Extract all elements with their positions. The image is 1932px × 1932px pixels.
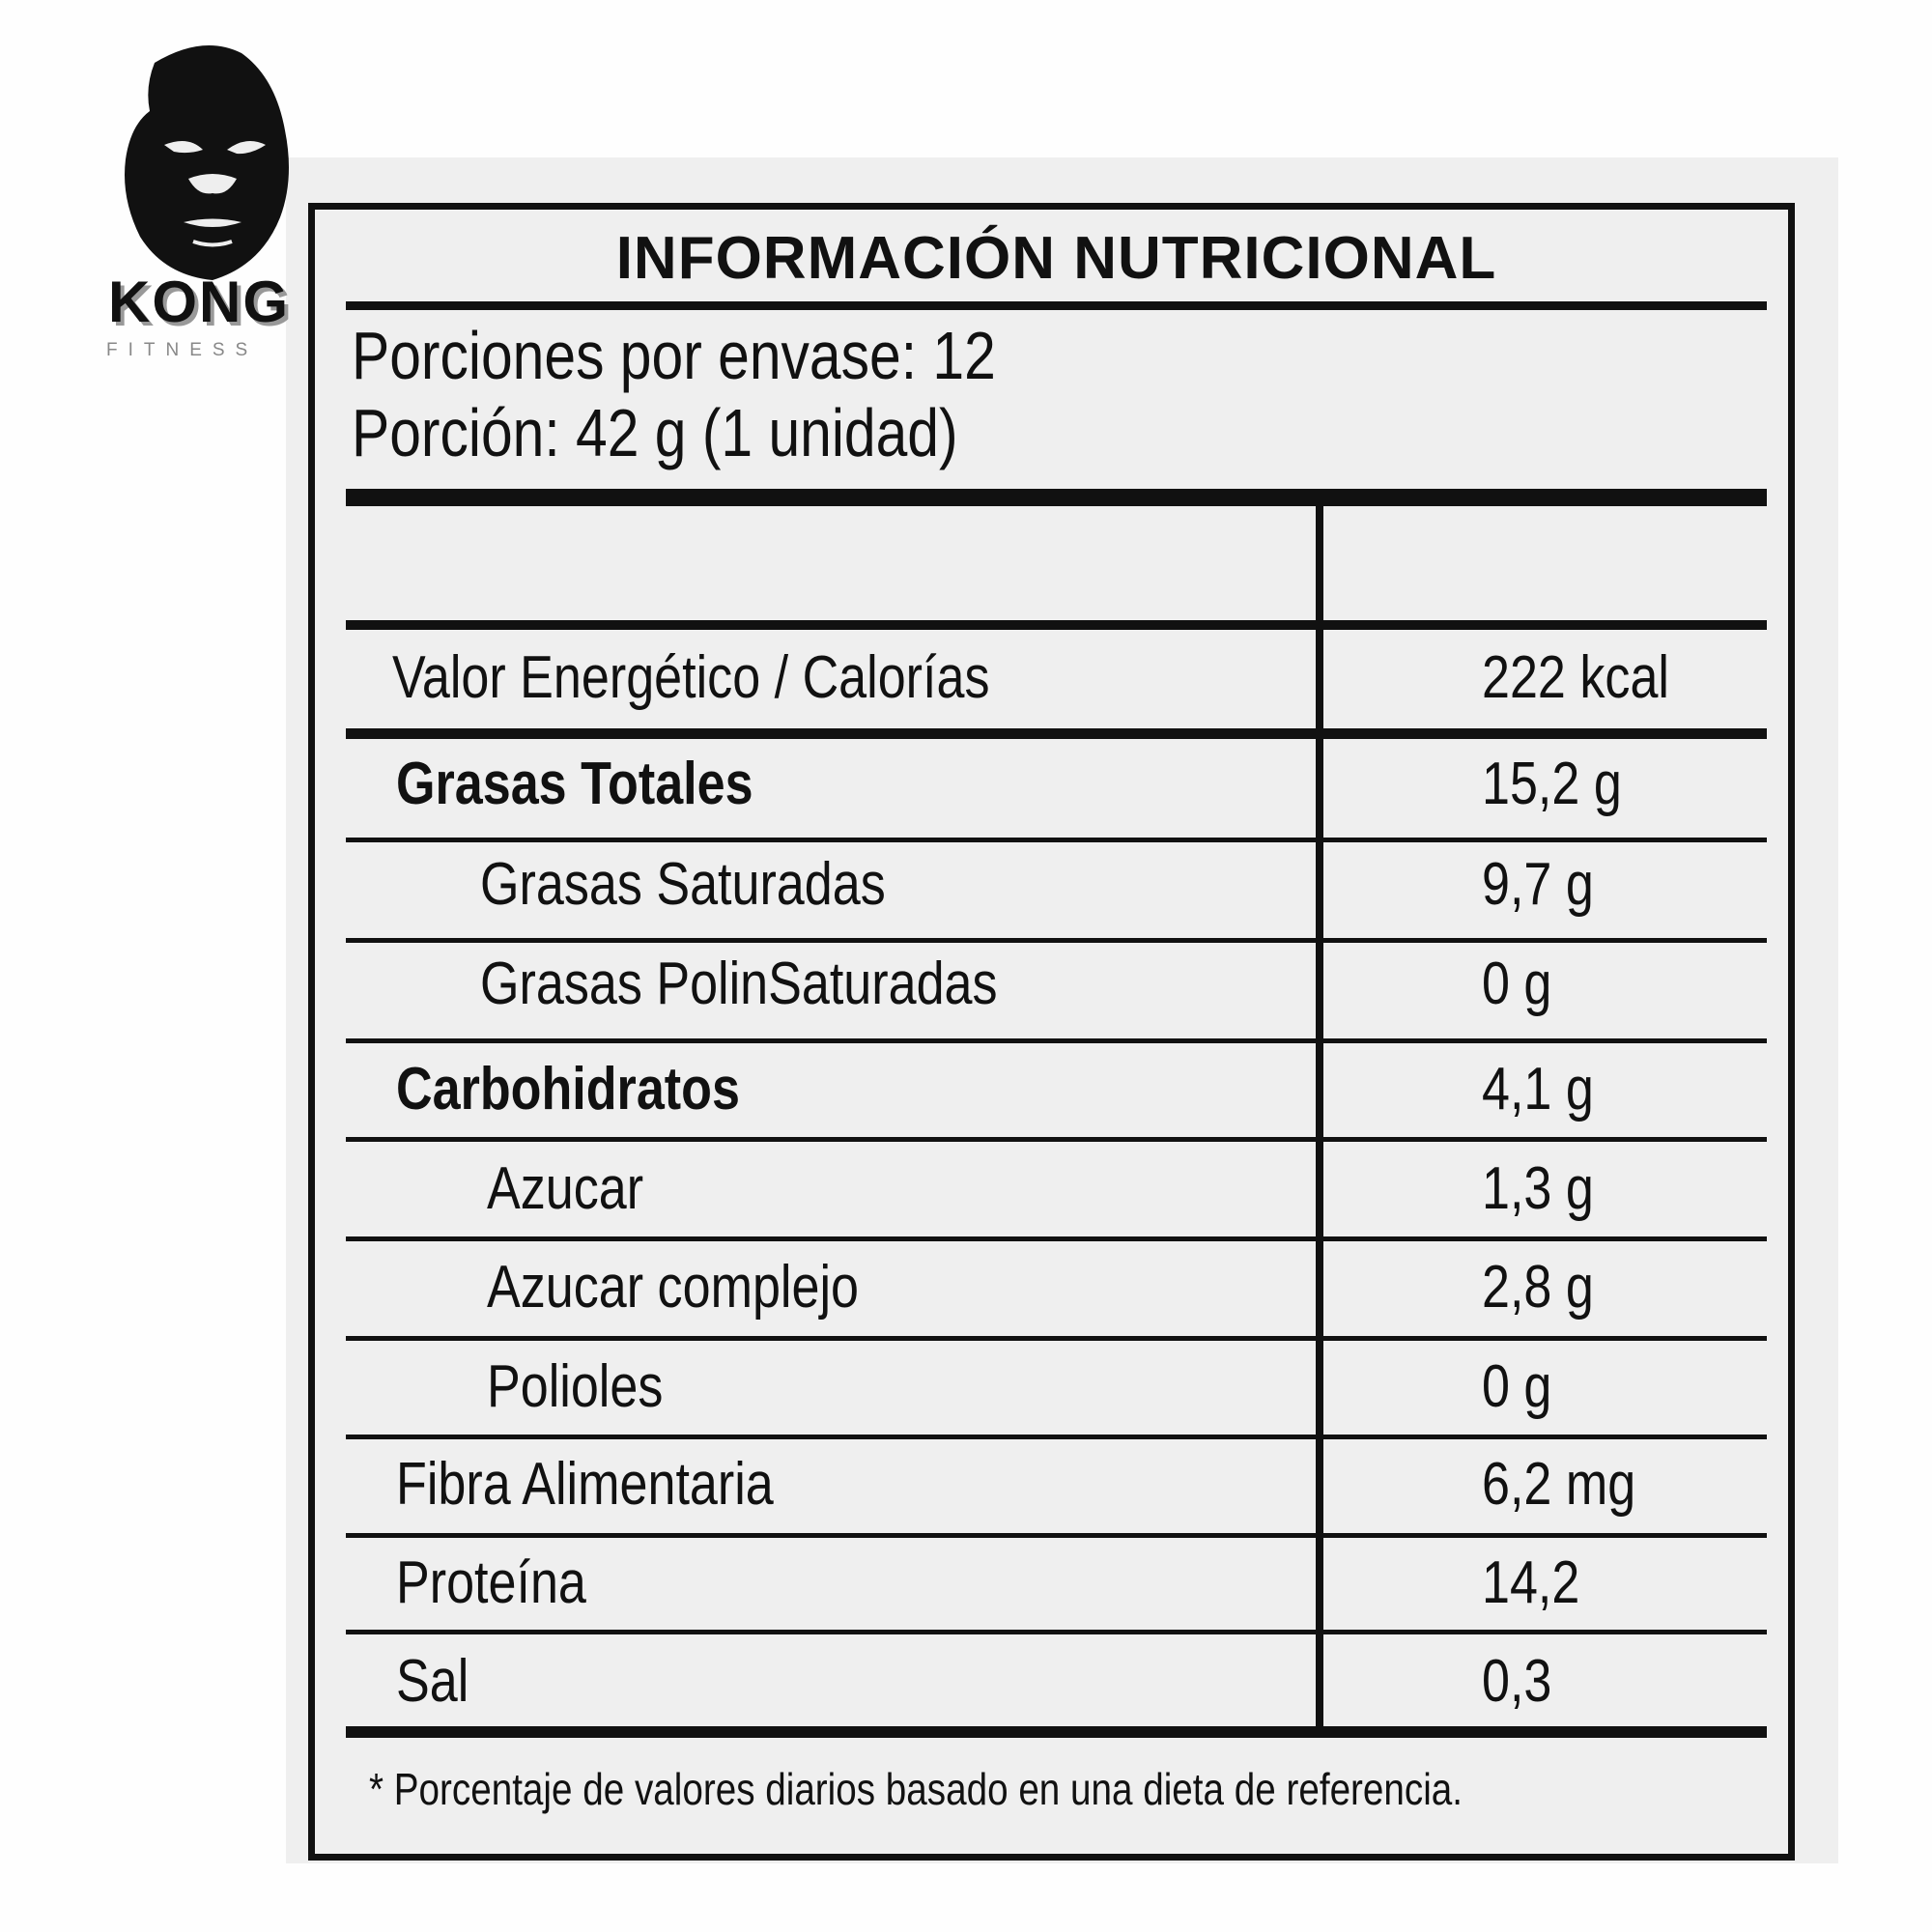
row-value-fiber: 6,2 mg <box>1482 1451 1636 1518</box>
divider <box>346 1336 1767 1341</box>
serving-size: Porción: 42 g (1 unidad) <box>352 395 958 470</box>
row-value-salt: 0,3 <box>1482 1648 1552 1715</box>
row-value-protein: 14,2 <box>1482 1549 1580 1616</box>
row-value-energy: 222 kcal <box>1482 644 1669 711</box>
row-value-polyunsaturated-fat: 0 g <box>1482 951 1552 1017</box>
row-value-polyols: 0 g <box>1482 1353 1552 1420</box>
row-value-complex-sugar: 2,8 g <box>1482 1254 1594 1321</box>
divider <box>346 1630 1767 1634</box>
row-value-total-fat: 15,2 g <box>1482 751 1622 817</box>
row-value-saturated-fat: 9,7 g <box>1482 851 1594 918</box>
row-label-carbohydrates: Carbohidratos <box>396 1056 740 1122</box>
row-label-polyunsaturated-fat: Grasas PolinSaturadas <box>480 951 998 1017</box>
row-label-protein: Proteína <box>396 1549 586 1616</box>
label-title: INFORMACIÓN NUTRICIONAL <box>615 225 1497 292</box>
divider <box>346 728 1767 739</box>
divider-thick <box>346 1726 1767 1738</box>
kong-fitness-logo <box>97 34 319 285</box>
servings-per-container: Porciones por envase: 12 <box>352 318 996 393</box>
footnote: * Porcentaje de valores diarios basado en una dieta de referencia. <box>369 1764 1463 1814</box>
row-label-salt: Sal <box>396 1648 469 1715</box>
divider <box>346 1137 1767 1142</box>
divider <box>346 938 1767 943</box>
divider <box>346 620 1767 630</box>
logo-brand-text: KONG <box>108 270 290 334</box>
divider <box>346 1533 1767 1538</box>
divider <box>346 1236 1767 1241</box>
column-divider <box>1316 497 1323 1731</box>
row-label-energy: Valor Energético / Calorías <box>392 644 990 711</box>
divider <box>346 1038 1767 1043</box>
gorilla-icon <box>97 34 319 285</box>
divider <box>346 301 1767 310</box>
divider <box>346 1435 1767 1439</box>
divider <box>346 838 1767 842</box>
row-value-carbohydrates: 4,1 g <box>1482 1056 1594 1122</box>
row-label-fiber: Fibra Alimentaria <box>396 1451 774 1518</box>
logo-subtitle-text: FITNESS <box>106 340 259 360</box>
row-label-saturated-fat: Grasas Saturadas <box>480 851 886 918</box>
row-label-complex-sugar: Azucar complejo <box>487 1254 859 1321</box>
row-label-sugar: Azucar <box>487 1155 644 1222</box>
row-value-sugar: 1,3 g <box>1482 1155 1594 1222</box>
row-label-polyols: Polioles <box>487 1353 664 1420</box>
divider-thick <box>346 489 1767 506</box>
row-label-total-fat: Grasas Totales <box>396 751 753 817</box>
